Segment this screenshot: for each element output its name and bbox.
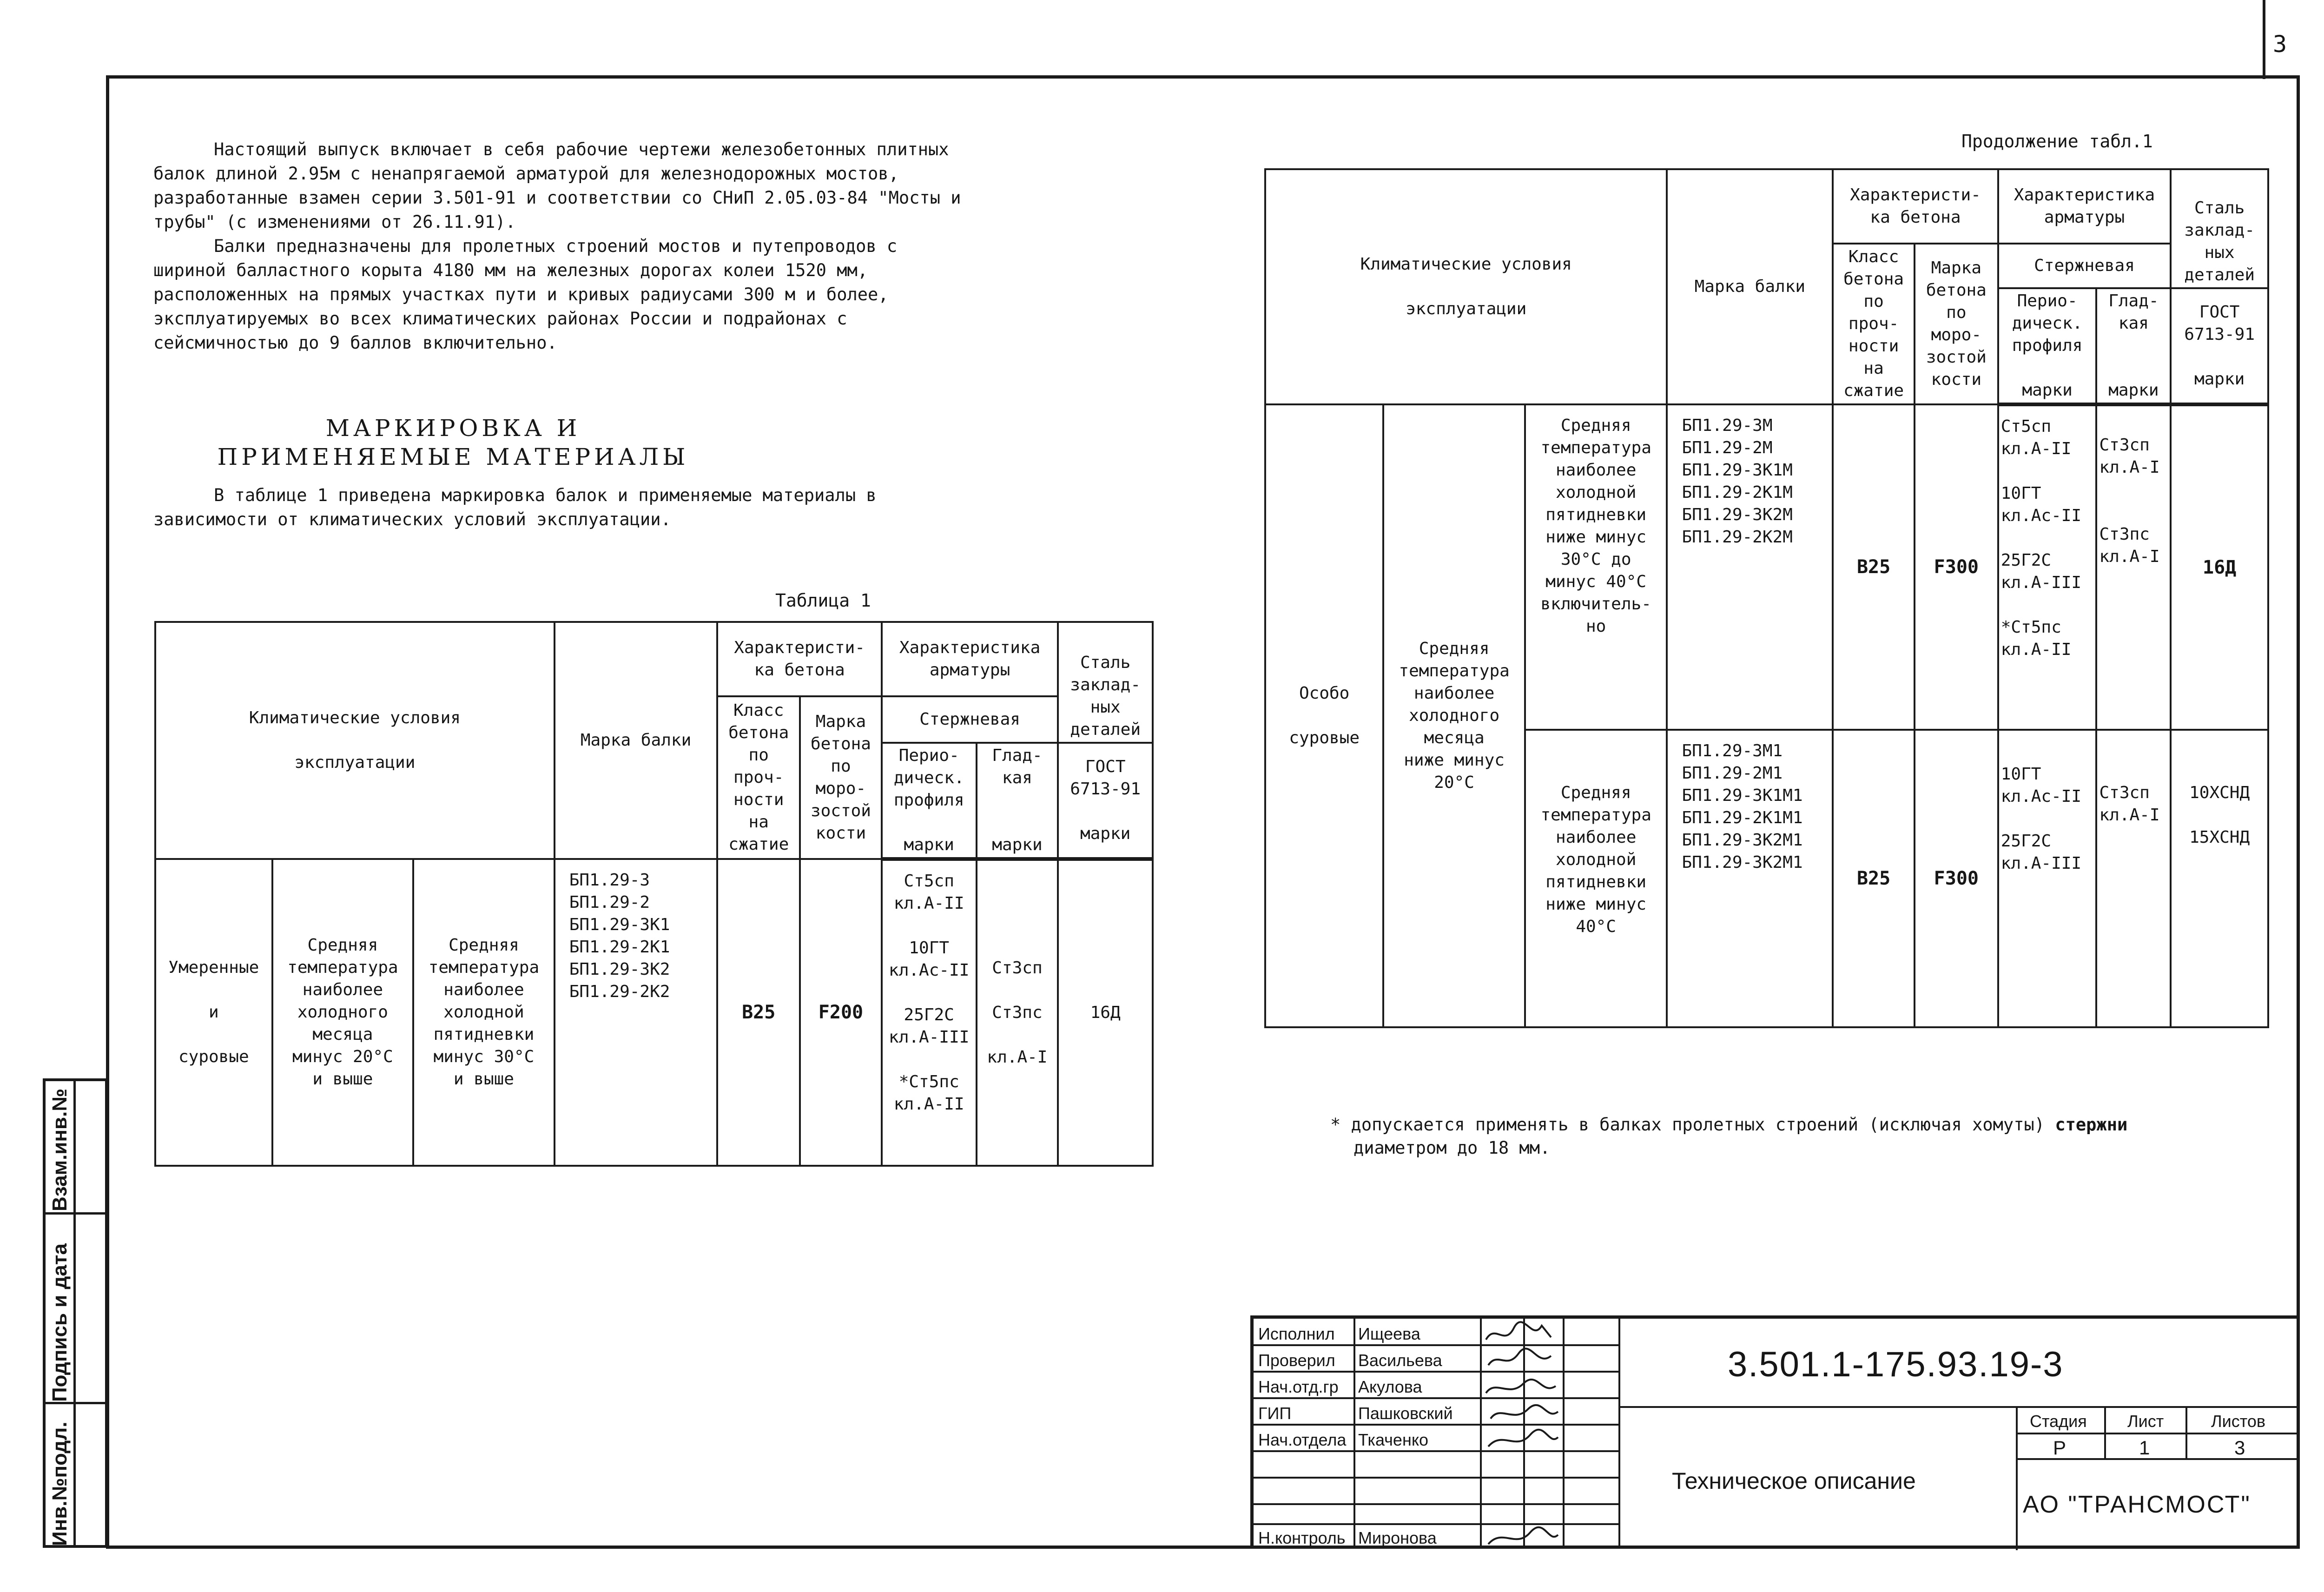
intro-paragraph-2: Балки предназначены для пролетных строений мостов и путепроводов с шириной балластного корыта 4180 мм на железных дорогах колеи 1520 мм, расположенных на прямых участках пути и кривых радиусами 300 м и более, эксплуатируемых во всех климатических районах России и подрайонах с сейсмичностью до 9 баллов включительно. (153, 236, 898, 353)
tb-hline-4 (1254, 1424, 1618, 1426)
tc-row2-strength: В25 (1833, 730, 1915, 1027)
footnote-text: * допускается применять в балках пролетных строений (исключая хомуты) (1330, 1115, 2045, 1135)
header-rebar: Характеристика арматуры (882, 622, 1058, 696)
side-stamp-line-1 (46, 1212, 105, 1215)
tb-hline-6 (1254, 1477, 1618, 1479)
signatures-image (1481, 1319, 1563, 1549)
tb-vline-org (2016, 1406, 2018, 1550)
name-6: Миронова (1358, 1528, 1437, 1547)
role-3: ГИП (1258, 1404, 1292, 1423)
header-smooth-marks: марки (992, 835, 1043, 854)
document-code: 3.501.1-175.93.19-3 (1728, 1345, 2064, 1384)
header-climate: Климатические условия эксплуатации (155, 622, 555, 859)
section-paragraph: В таблице 1 приведена маркировка балок и применяемые материалы в зависимости от климатических условий эксплуатации. (153, 485, 877, 529)
table-1 (154, 621, 1154, 1167)
tc-row1-smooth: Ст3сп кл.А-I Ст3пс кл.А-I (2096, 404, 2171, 730)
intro-text (153, 138, 971, 355)
tc-row2-steel: 10ХСНД 15ХСНД (2171, 730, 2268, 1027)
cont-header-steel: Сталь заклад- ных деталей (2171, 169, 2268, 288)
header-beam-mark: Марка балки (555, 622, 718, 859)
signature-1 (1486, 1322, 1551, 1340)
tb-vline-4 (1563, 1319, 1565, 1549)
t1-smooth: Ст3сп Ст3пс кл.А-I (977, 859, 1058, 1166)
tb-hline-8 (1254, 1523, 1618, 1525)
side-stamp-divider (73, 1081, 76, 1545)
signature-7 (1488, 1527, 1558, 1544)
header-steel: Сталь заклад- ных деталей (1058, 622, 1153, 743)
name-3: Пашковский (1358, 1404, 1453, 1423)
footnote (1330, 1113, 2283, 1160)
header-periodic (882, 743, 977, 859)
cont-header-periodic (1998, 288, 2097, 404)
tc-climate: Особо суровые (1265, 404, 1383, 1027)
side-label-signature: Подпись и дата (48, 1243, 71, 1402)
cont-header-gost-text: ГОСТ 6713-91 (2184, 303, 2255, 344)
header-periodic-text: Перио- дическ. профиля (893, 746, 964, 810)
footnote-text-2: диаметром до 18 мм. (1353, 1138, 1551, 1158)
header-concrete: Характеристи- ка бетона (717, 622, 881, 696)
page-corner-bar (2263, 0, 2265, 79)
role-4: Нач.отдела (1258, 1430, 1347, 1449)
organization: АО "ТРАНСМОСТ" (2023, 1491, 2251, 1518)
cont-header-rod: Стержневая (1998, 244, 2171, 288)
name-2: Акулова (1358, 1377, 1422, 1396)
tb-vline-1 (1353, 1319, 1355, 1549)
document-title: Техническое описание (1672, 1468, 1916, 1494)
tb-vline-stage (2104, 1406, 2106, 1458)
tc-row2-week-temp: Средняя температура наиболее холодной пятидневки ниже минус 40°С (1525, 730, 1667, 1027)
header-smooth-text: Глад- кая (992, 746, 1043, 787)
cont-header-smooth (2096, 288, 2171, 404)
cont-header-concrete: Характеристи- ка бетона (1833, 169, 1998, 244)
tb-hline-5 (1254, 1450, 1618, 1452)
header-smooth (977, 743, 1058, 859)
t1-frost: F200 (800, 859, 882, 1166)
cont-header-beam-mark: Марка балки (1667, 169, 1833, 404)
role-2: Нач.отд.гр (1258, 1377, 1339, 1396)
t1-steel: 16Д (1058, 859, 1153, 1166)
header-strength-class: Класс бетона по проч- ности на сжатие (717, 696, 800, 859)
tc-row1-beams: БП1.29-3М БП1.29-2М БП1.29-3К1М БП1.29-2К1М БП1.29-3К2М БП1.29-2К2М (1667, 404, 1833, 730)
t1-periodic: Ст5сп кл.А-II 10ГТ кл.Ас-II 25Г2С кл.А-III *Ст5пс кл.А-II (882, 859, 977, 1166)
cont-header-gost (2171, 288, 2268, 404)
title-block (1250, 1315, 2300, 1549)
sheet-label: Лист (2127, 1412, 2164, 1431)
section-heading-line-2: ПРИМЕНЯЕМЫЕ МАТЕРИАЛЫ (217, 443, 689, 470)
tc-row1-frost: F300 (1915, 404, 1998, 730)
signature-4 (1491, 1405, 1558, 1419)
tb-hline-7 (1254, 1503, 1618, 1505)
page-number: 3 (2273, 31, 2287, 58)
stage-value: Р (2053, 1437, 2067, 1459)
cont-header-climate: Климатические условия эксплуатации (1265, 169, 1667, 404)
section-heading (163, 414, 744, 471)
name-4: Ткаченко (1358, 1430, 1429, 1449)
tb-hline-2 (1254, 1371, 1618, 1373)
tb-vline-sheet (2185, 1406, 2187, 1458)
section-heading-line-1: МАРКИРОВКА И (325, 415, 581, 442)
header-frost-mark: Марка бетона по моро- зостой кости (800, 696, 882, 859)
stage-label: Стадия (2030, 1412, 2087, 1431)
intro-paragraph-1: Настоящий выпуск включает в себя рабочие чертежи железобетонных плитных балок длиной 2.95м с ненапрягаемой арматурой для железнодорожных мостов, разработанные взамен серии 3.501-91 и соответствии со СНиП 2.05.03-84 "Мосты и трубы" (с изменениями от 26.11.91). (153, 139, 961, 232)
cont-header-smooth-marks: марки (2108, 381, 2159, 400)
signature-3 (1486, 1380, 1556, 1393)
tb-hline-1 (1254, 1344, 1618, 1346)
tc-row1-strength: В25 (1833, 404, 1915, 730)
cont-header-rebar: Характеристика арматуры (1998, 169, 2171, 244)
tc-row1-periodic: Ст5сп кл.А-II 10ГТ кл.Ас-II 25Г2С кл.А-III *Ст5пс кл.А-II (1998, 404, 2097, 730)
footnote-bold: стержни (2055, 1115, 2128, 1135)
tc-row2-periodic: 10ГТ кл.Ас-II 25Г2С кл.А-III (1998, 730, 2097, 1027)
tb-vline-5 (1618, 1319, 1620, 1549)
name-1: Васильева (1358, 1351, 1442, 1370)
tc-row2-frost: F300 (1915, 730, 1998, 1027)
tc-row1-steel: 16Д (2171, 404, 2268, 730)
t1-climate: Умеренные и суровые (155, 859, 272, 1166)
signature-2 (1488, 1348, 1551, 1365)
tc-row2-smooth: Ст3сп кл.А-I (2096, 730, 2171, 1027)
side-label-replace: Взам.инв.№ (48, 1088, 71, 1211)
cont-header-frost-mark: Марка бетона по моро- зостой кости (1915, 244, 1998, 404)
signature-5 (1488, 1430, 1558, 1447)
t1-strength: В25 (717, 859, 800, 1166)
name-0: Ищеева (1358, 1324, 1420, 1343)
cont-header-gost-marks: марки (2194, 370, 2245, 389)
tb-hline-stage (2016, 1433, 2299, 1434)
cont-header-periodic-text: Перио- дическ. профиля (2012, 291, 2083, 355)
cont-header-periodic-marks: марки (2022, 381, 2073, 400)
cont-header-strength-class: Класс бетона по проч- ности на сжатие (1833, 244, 1915, 404)
role-0: Исполнил (1258, 1324, 1335, 1343)
tb-hline-code (1618, 1406, 2299, 1408)
header-gost-text: ГОСТ 6713-91 (1070, 757, 1141, 799)
sheets-label: Листов (2211, 1412, 2265, 1431)
table1-caption: Таблица 1 (775, 590, 871, 611)
role-6: Н.контроль (1258, 1528, 1346, 1547)
tc-row2-beams: БП1.29-3М1 БП1.29-2М1 БП1.29-3К1М1 БП1.29-2К1М1 БП1.29-3К2М1 БП1.29-3К2М1 (1667, 730, 1833, 1027)
role-1: Проверил (1258, 1351, 1335, 1370)
section-text (153, 483, 971, 532)
tc-mean-temp: Средняя температура наиболее холодного месяца ниже минус 20°С (1383, 404, 1525, 1027)
cont-header-smooth-text: Глад- кая (2108, 291, 2159, 333)
sheets-value: 3 (2234, 1437, 2245, 1459)
side-stamp-line-2 (46, 1402, 105, 1404)
table-cont-caption: Продолжение табл.1 (1961, 131, 2153, 152)
header-rod: Стержневая (882, 696, 1058, 743)
table-1-continued (1264, 168, 2269, 1028)
t1-week-temp: Средняя температура наиболее холодной пятидневки минус 30°С и выше (413, 859, 555, 1166)
t1-beams: БП1.29-3 БП1.29-2 БП1.29-3К1 БП1.29-2К1 БП1.29-3К2 БП1.29-2К2 (555, 859, 718, 1166)
side-stamp (43, 1078, 108, 1548)
t1-mean-temp: Средняя температура наиболее холодного месяца минус 20°С и выше (272, 859, 414, 1166)
sheet-value: 1 (2139, 1437, 2150, 1459)
tc-row1-week-temp: Средняя температура наиболее холодной пятидневки ниже минус 30°С до минус 40°С включитель- но (1525, 404, 1667, 730)
tb-hline-3 (1254, 1397, 1618, 1399)
side-label-inventory: Инв.№подл. (48, 1421, 71, 1546)
header-gost (1058, 743, 1153, 859)
header-gost-marks: марки (1080, 824, 1131, 843)
header-periodic-marks: марки (904, 835, 954, 854)
